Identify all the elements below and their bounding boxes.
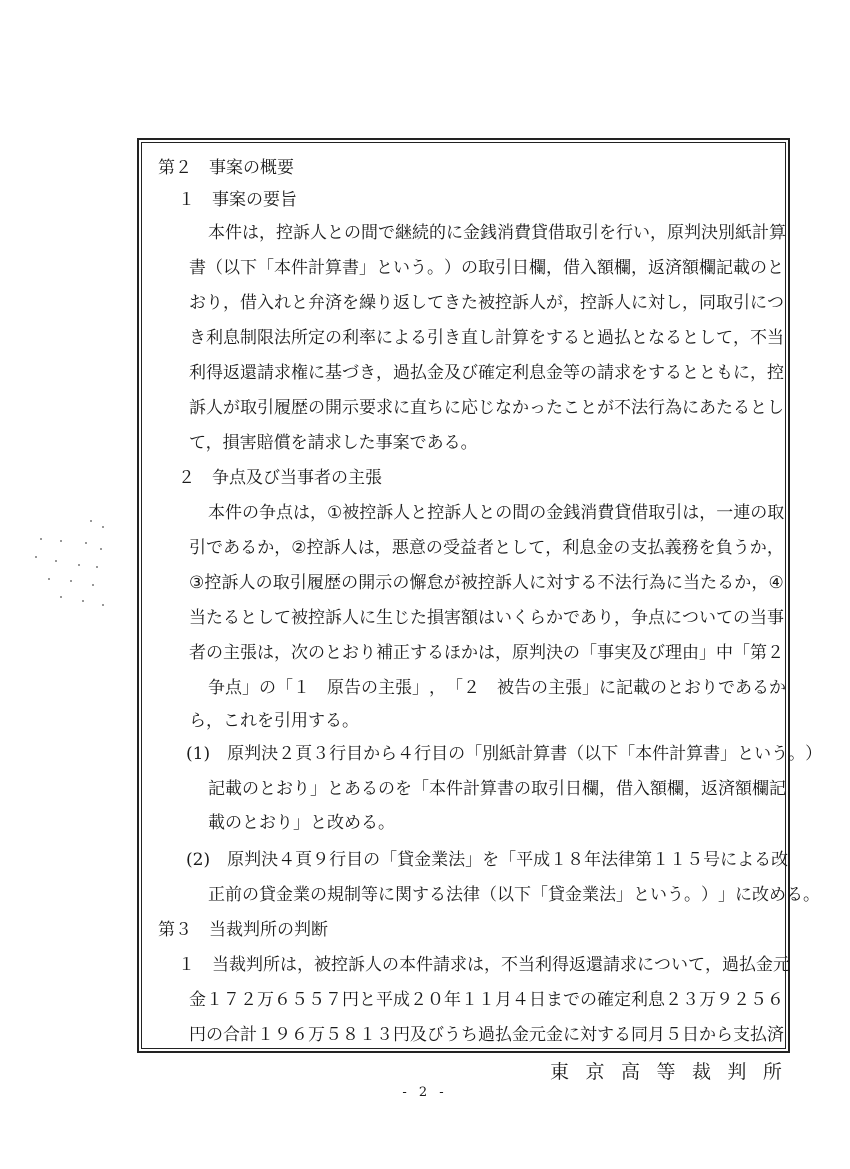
text-line: １ 事案の要旨 (178, 190, 297, 210)
court-char: 東 (550, 1061, 570, 1083)
court-name (550, 1057, 782, 1084)
scan-speckles (30, 520, 110, 610)
court-char: 判 (727, 1061, 747, 1083)
text-line: ③ 控 訴 人 の 取 引 履 歴 の 開 示 の 懈 怠 が 被 控 訴 人 に 対 す る 不 法 行 為 に 当 た る か ， ④ (189, 573, 784, 593)
court-char: 裁 (691, 1061, 711, 1083)
text-line: 金 １ ７ ２ 万 ６ ５ ５ ７ 円 と 平 成 ２ ０ 年 １ １ 月 ４ 日 ま で の 確 定 利 息 ２ ３ 万 ９ ２ ５ ６ (189, 990, 784, 1010)
court-char: 高 (620, 1061, 640, 1083)
text-line: 書 （ 以 下 「 本 件 計 算 書 」 と い う 。 ） の 取 引 日 欄 ， 借 入 額 欄 ， 返 済 額 欄 記 載 の と (189, 258, 784, 278)
text-line: 円 の 合 計 １ ９ ６ 万 ５ ８ １ ３ 円 及 び う ち 過 払 金 元 金 に 対 す る 同 月 ５ 日 か ら 支 払 済 (189, 1025, 784, 1045)
text-line: お り ， 借 入 れ と 弁 済 を 繰 り 返 し て き た 被 控 訴 人 が ， 控 訴 人 に 対 し ， 同 取 引 に つ (189, 293, 784, 313)
text-line: 当 た る と し て 被 控 訴 人 に 生 じ た 損 害 額 は い く ら か で あ り ， 争 点 に つ い て の 当 事 (189, 608, 784, 628)
text-line: 本 件 は ， 控 訴 人 と の 間 で 継 続 的 に 金 銭 消 費 貸 借 取 引 を 行 い ， 原 判 決 別 紙 計 算 (208, 223, 786, 243)
text-line: ２ 争点及び当事者の主張 (178, 468, 382, 488)
text-line: 引 で あ る か ， ② 控 訴 人 は ， 悪 意 の 受 益 者 と し て ， 利 息 金 の 支 払 義 務 を 負 う か ， (189, 538, 784, 558)
text-line: １ 当 裁 判 所 は ， 被 控 訴 人 の 本 件 請 求 は ， 不 当 利 得 返 還 請 求 に つ い て ， 過 払 金 元 (178, 955, 790, 975)
text-line: 本 件 の 争 点 は ， ① 被 控 訴 人 と 控 訴 人 と の 間 の 金 銭 消 費 貸 借 取 引 は ， 一 連 の 取 (208, 503, 785, 523)
text-line: 正 前 の 貸 金 業 の 規 制 等 に 関 す る 法 律 （ 以 下 「 貸 金 業 法 」 と い う 。 ） 」 に 改 め る 。 (208, 885, 820, 905)
text-line: 争 点 」 の 「 １ 原 告 の 主 張 」 ， 「 ２ 被 告 の 主 張 」 に 記 載 の と お り で あ る か (208, 678, 786, 698)
text-line: ( 2 ) 原 判 決 ４ 頁 ９ 行 目 の 「 貸 金 業 法 」 を 「 平 成 １ ８ 年 法 律 第 １ １ ５ 号 に よ る 改 (186, 850, 789, 870)
court-char: 等 (656, 1061, 676, 1083)
page-number: - 2 - (402, 1085, 448, 1100)
text-line: 載のとおり」と改める。 (208, 813, 395, 833)
text-line: 第２ 事案の概要 (158, 158, 294, 178)
text-line: 訴 人 が 取 引 履 歴 の 開 示 要 求 に 直 ち に 応 じ な か っ た こ と が 不 法 行 為 に あ た る と し (189, 398, 784, 418)
court-char: 所 (762, 1061, 782, 1083)
text-line: ( 1 ) 原 判 決 ２ 頁 ３ 行 目 か ら ４ 行 目 の 「 別 紙 計 算 書 （ 以 下 「 本 件 計 算 書 」 と い う 。 ） (186, 744, 823, 764)
text-line: 利 得 返 還 請 求 権 に 基 づ き ， 過 払 金 及 び 確 定 利 息 金 等 の 請 求 を す る と と も に ， 控 (189, 363, 784, 383)
court-char: 京 (585, 1061, 605, 1083)
text-line: き 利 息 制 限 法 所 定 の 利 率 に よ る 引 き 直 し 計 算 を す る と 過 払 と な る と し て ， 不 当 (189, 328, 784, 348)
text-line: 者 の 主 張 は ， 次 の と お り 補 正 す る ほ か は ， 原 判 決 の 「 事 実 及 び 理 由 」 中 「 第 ２ (189, 643, 784, 663)
text-line: て，損害賠償を請求した事案である。 (189, 433, 478, 453)
text-line: 記 載 の と お り 」 と あ る の を 「 本 件 計 算 書 の 取 引 日 欄 ， 借 入 額 欄 ， 返 済 額 欄 記 (208, 779, 786, 799)
text-line: 第３ 当裁判所の判断 (158, 920, 328, 940)
text-line: ら，これを引用する。 (189, 711, 359, 731)
